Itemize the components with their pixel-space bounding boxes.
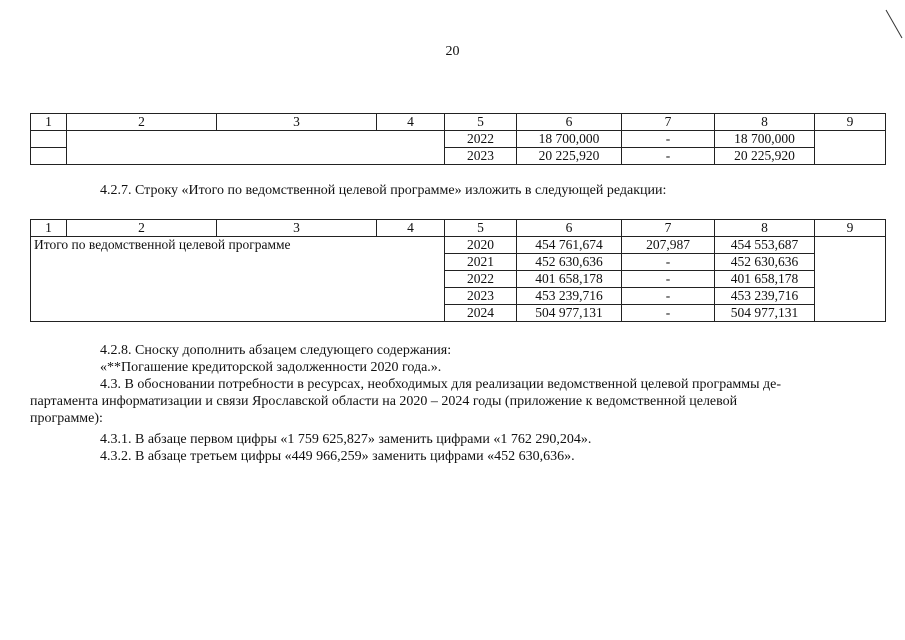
table-header-row [31,220,886,237]
value-cell: 454 761,674 [517,237,622,254]
paragraph-4-3-line2: партамента информатизации и связи Ярославской области на 2020 – 2024 годы (приложение к ведомственной целевой [30,394,738,409]
header-cell: 7 [622,220,715,237]
value-cell: - [622,271,715,288]
empty-cell [31,148,67,165]
paragraph-footnote: «**Погашение кредиторской задолженности 2020 года.». [100,360,442,375]
header-cell: 6 [517,114,622,131]
header-cell: 3 [217,114,377,131]
total-label-cell: Итого по ведомственной целевой программе [31,237,445,322]
header-cell: 1 [31,220,67,237]
value-cell: 401 658,178 [517,271,622,288]
value-cell: 453 239,716 [517,288,622,305]
value-cell: 454 553,687 [715,237,815,254]
header-cell: 4 [377,220,445,237]
empty-cell [815,131,886,165]
value-cell: 504 977,131 [715,305,815,322]
paragraph-4-3-2: 4.3.2. В абзаце третьем цифры «449 966,259» заменить цифрами «452 630,636». [100,449,575,464]
table-row [31,237,886,254]
header-cell: 9 [815,220,886,237]
year-cell: 2023 [445,148,517,165]
year-cell: 2022 [445,131,517,148]
value-cell: 20 225,920 [517,148,622,165]
header-cell: 6 [517,220,622,237]
value-cell: 453 239,716 [715,288,815,305]
value-cell: 452 630,636 [715,254,815,271]
table-row [31,131,886,148]
value-cell: 20 225,920 [715,148,815,165]
empty-cell [31,131,67,148]
paragraph-4-3-1: 4.3.1. В абзаце первом цифры «1 759 625,827» заменить цифрами «1 762 290,204». [100,432,592,447]
year-cell: 2022 [445,271,517,288]
table-continuation [30,113,886,165]
paragraph-4-3-line3: программе): [30,411,103,426]
header-cell: 1 [31,114,67,131]
header-cell: 3 [217,220,377,237]
header-cell: 2 [67,114,217,131]
header-cell: 5 [445,114,517,131]
value-cell: 504 977,131 [517,305,622,322]
paragraph-4-2-8: 4.2.8. Сноску дополнить абзацем следующего содержания: [100,343,452,358]
value-cell: 18 700,000 [517,131,622,148]
table-header-row [31,114,886,131]
scan-corner-mark [884,8,904,40]
header-cell: 9 [815,114,886,131]
header-cell: 8 [715,114,815,131]
paragraph-4-3-line1: 4.3. В обосновании потребности в ресурсах, необходимых для реализации ведомственной целевой программы де- [100,377,782,392]
header-cell: 4 [377,114,445,131]
paragraph-4-2-7: 4.2.7. Строку «Итого по ведомственной целевой программе» изложить в следующей редакции: [100,183,667,198]
table-total [30,219,886,322]
page-number: 20 [445,44,460,59]
value-cell: 401 658,178 [715,271,815,288]
value-cell: - [622,148,715,165]
value-cell: - [622,254,715,271]
empty-cell [815,237,886,322]
value-cell: 452 630,636 [517,254,622,271]
header-cell: 5 [445,220,517,237]
year-cell: 2023 [445,288,517,305]
header-cell: 7 [622,114,715,131]
empty-cell [67,131,445,165]
value-cell: - [622,288,715,305]
value-cell: 18 700,000 [715,131,815,148]
header-cell: 8 [715,220,815,237]
year-cell: 2021 [445,254,517,271]
year-cell: 2024 [445,305,517,322]
header-cell: 2 [67,220,217,237]
year-cell: 2020 [445,237,517,254]
value-cell: 207,987 [622,237,715,254]
value-cell: - [622,305,715,322]
value-cell: - [622,131,715,148]
